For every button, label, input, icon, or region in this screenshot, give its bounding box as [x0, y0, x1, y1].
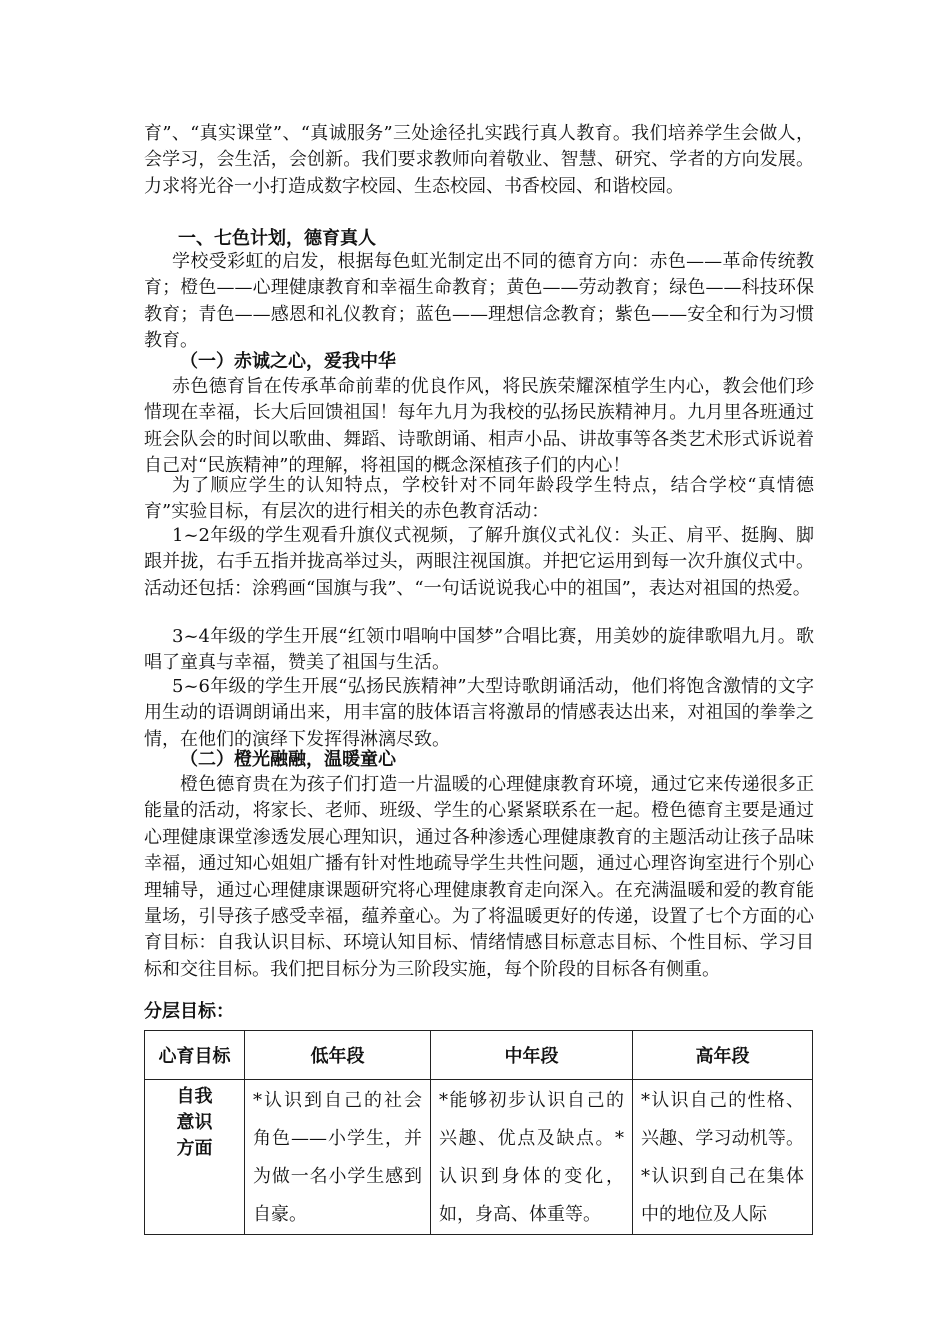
section-paragraph: 学校受彩虹的启发，根据每色虹光制定出不同的德育方向：赤色——革命传统教育；橙色——心理健康教育和幸福生命教育；黄色——劳动教育；绿色——科技环保教育；青色——感恩和礼仪教育；蓝色——理想信念教育；紫色——安全和行为习惯教育。 — [144, 251, 814, 352]
category-cell — [145, 1080, 245, 1235]
body-paragraph: 1~2年级的学生观看升旗仪式视频，了解升旗仪式礼仪：头正、肩平、挺胸、脚跟并拢，右手五指并拢高举过头，两眼注视国旗。并把它运用到每一次升旗仪式中。活动还包括：涂鸦画“国旗与我”、“一句话说说我心中的祖国”，表达对祖国的热爱。 — [144, 525, 814, 599]
table-header-cell: 高年段 — [633, 1031, 813, 1080]
section-heading: 一、七色计划，德育真人 — [178, 228, 376, 249]
category-label: 自我意识方面 — [176, 1086, 213, 1159]
subsection-heading: （一）赤诚之心，爱我中华 — [180, 351, 396, 372]
table-header-cell: 中年段 — [431, 1031, 633, 1080]
mid-grade-cell: *能够初步认识自己的兴趣、优点及缺点。*认识到身体的变化，如，身高、体重等。 — [431, 1080, 633, 1235]
table-row — [145, 1080, 813, 1235]
body-paragraph: 5~6年级的学生开展“弘扬民族精神”大型诗歌朗诵活动，他们将饱含激情的文字用生动的语调朗诵出来，用丰富的肢体语言将激昂的情感表达出来，对祖国的拳拳之情，在他们的演绎下发挥得淋漓尽致。 — [144, 676, 814, 750]
high-grade-cell: *认识自己的性格、兴趣、学习动机等。*认识到自己在集体中的地位及人际 — [633, 1080, 813, 1235]
table-title: 分层目标： — [144, 1001, 234, 1022]
body-paragraph: 橙色德育贵在为孩子们打造一片温暖的心理健康教育环境，通过它来传递很多正能量的活动，将家长、老师、班级、学生的心紧紧联系在一起。橙色德育主要是通过心理健康课堂渗透发展心理知识，通过各种渗透心理健康教育的主题活动让孩子品味幸福，通过知心姐姐广播有针对性地疏导学生共性问题，通过心理咨询室进行个别心理辅导，通过心理健康课题研究将心理健康教育走向深入。在充满温暖和爱的教育能量场，引导孩子感受幸福，蕴养童心。为了将温暖更好的传递，设置了七个方面的心育目标：自我认识目标、环境认知目标、情绪情感目标意志目标、个性目标、学习目标和交往目标。我们把目标分为三阶段实施，每个阶段的目标各有侧重。 — [144, 774, 814, 980]
goals-table — [144, 1030, 813, 1235]
table-header-cell: 心育目标 — [145, 1031, 245, 1080]
body-paragraph: 为了顺应学生的认知特点，学校针对不同年龄段学生特点，结合学校“真情德育”实验目标，有层次的进行相关的赤色教育活动： — [144, 475, 814, 523]
body-paragraph: 3~4年级的学生开展“红领巾唱响中国梦”合唱比赛，用美妙的旋律歌唱九月。歌唱了童真与幸福，赞美了祖国与生活。 — [144, 626, 814, 674]
table-header-cell: 低年段 — [245, 1031, 431, 1080]
body-paragraph: 赤色德育旨在传承革命前辈的优良作风，将民族荣耀深植学生内心，教会他们珍惜现在幸福，长大后回馈祖国！每年九月为我校的弘扬民族精神月。九月里各班通过班会队会的时间以歌曲、舞蹈、诗歌朗诵、相声小品、讲故事等各类艺术形式诉说着自己对“民族精神”的理解，将祖国的概念深植孩子们的内心！ — [144, 376, 814, 477]
table-header-row — [145, 1031, 813, 1080]
low-grade-cell: *认识到自己的社会角色——小学生，并为做一名小学生感到自豪。 — [245, 1080, 431, 1235]
subsection-heading: （二）橙光融融，温暖童心 — [180, 749, 396, 770]
intro-paragraph: 育”、“真实课堂”、“真诚服务”三处途径扎实践行真人教育。我们培养学生会做人，会学习，会生活，会创新。我们要求教师向着敬业、智慧、研究、学者的方向发展。力求将光谷一小打造成数字校园、生态校园、书香校园、和谐校园。 — [144, 123, 814, 197]
